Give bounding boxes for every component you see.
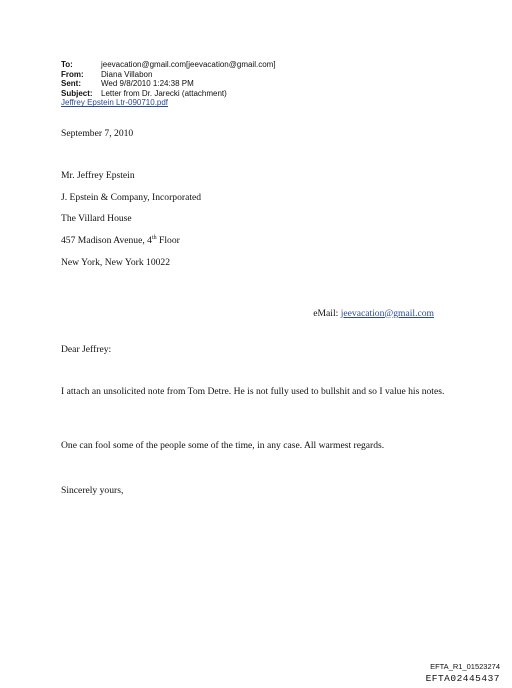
attachment-link[interactable]: Jeffrey Epstein Ltr-090710.pdf xyxy=(61,98,169,108)
subject-value: Letter from Dr. Jarecki (attachment) xyxy=(101,88,227,98)
street-floor: Floor xyxy=(156,235,180,246)
from-label: From: xyxy=(61,69,84,79)
from-row xyxy=(61,70,276,80)
street-ordinal: th xyxy=(151,235,157,241)
recipient-company: J. Epstein & Company, Incorporated xyxy=(61,192,202,203)
street-main: 457 Madison Avenue, 4 xyxy=(61,235,152,246)
paragraph-1: I attach an unsolicited note from Tom Detre. He is not fully used to bullshit and so I value his notes. xyxy=(61,386,445,397)
to-row xyxy=(61,60,276,70)
attachment-row xyxy=(61,98,276,108)
letter-date: September 7, 2010 xyxy=(61,128,134,139)
closing: Sincerely yours, xyxy=(61,485,124,496)
from-value: Diana Villabon xyxy=(101,69,153,79)
email-line xyxy=(313,308,434,320)
email-link[interactable]: jeevacation@gmail.com xyxy=(340,307,434,319)
sent-row xyxy=(61,79,276,89)
subject-label: Subject: xyxy=(61,88,93,98)
to-value: jeevacation@gmail.com[jeevacation@gmail.com] xyxy=(101,60,276,69)
sent-label: Sent: xyxy=(61,79,81,89)
recipient-building: The Villard House xyxy=(61,213,132,224)
recipient-name: Mr. Jeffrey Epstein xyxy=(61,170,135,181)
recipient-city: New York, New York 10022 xyxy=(61,257,171,268)
to-label: To: xyxy=(61,60,73,69)
email-label: eMail: xyxy=(313,307,341,319)
email-header xyxy=(61,60,276,108)
footer-ref-1: EFTA_R1_01523274 xyxy=(430,662,500,671)
recipient-street xyxy=(61,235,452,247)
paragraph-2: One can fool some of the people some of the time, in any case. All warmest regards. xyxy=(61,440,385,451)
sent-value: Wed 9/8/2010 1:24:38 PM xyxy=(101,79,194,89)
subject-row xyxy=(61,89,276,99)
footer-ref-2: EFTA02445437 xyxy=(425,673,500,684)
salutation: Dear Jeffrey: xyxy=(61,344,112,355)
